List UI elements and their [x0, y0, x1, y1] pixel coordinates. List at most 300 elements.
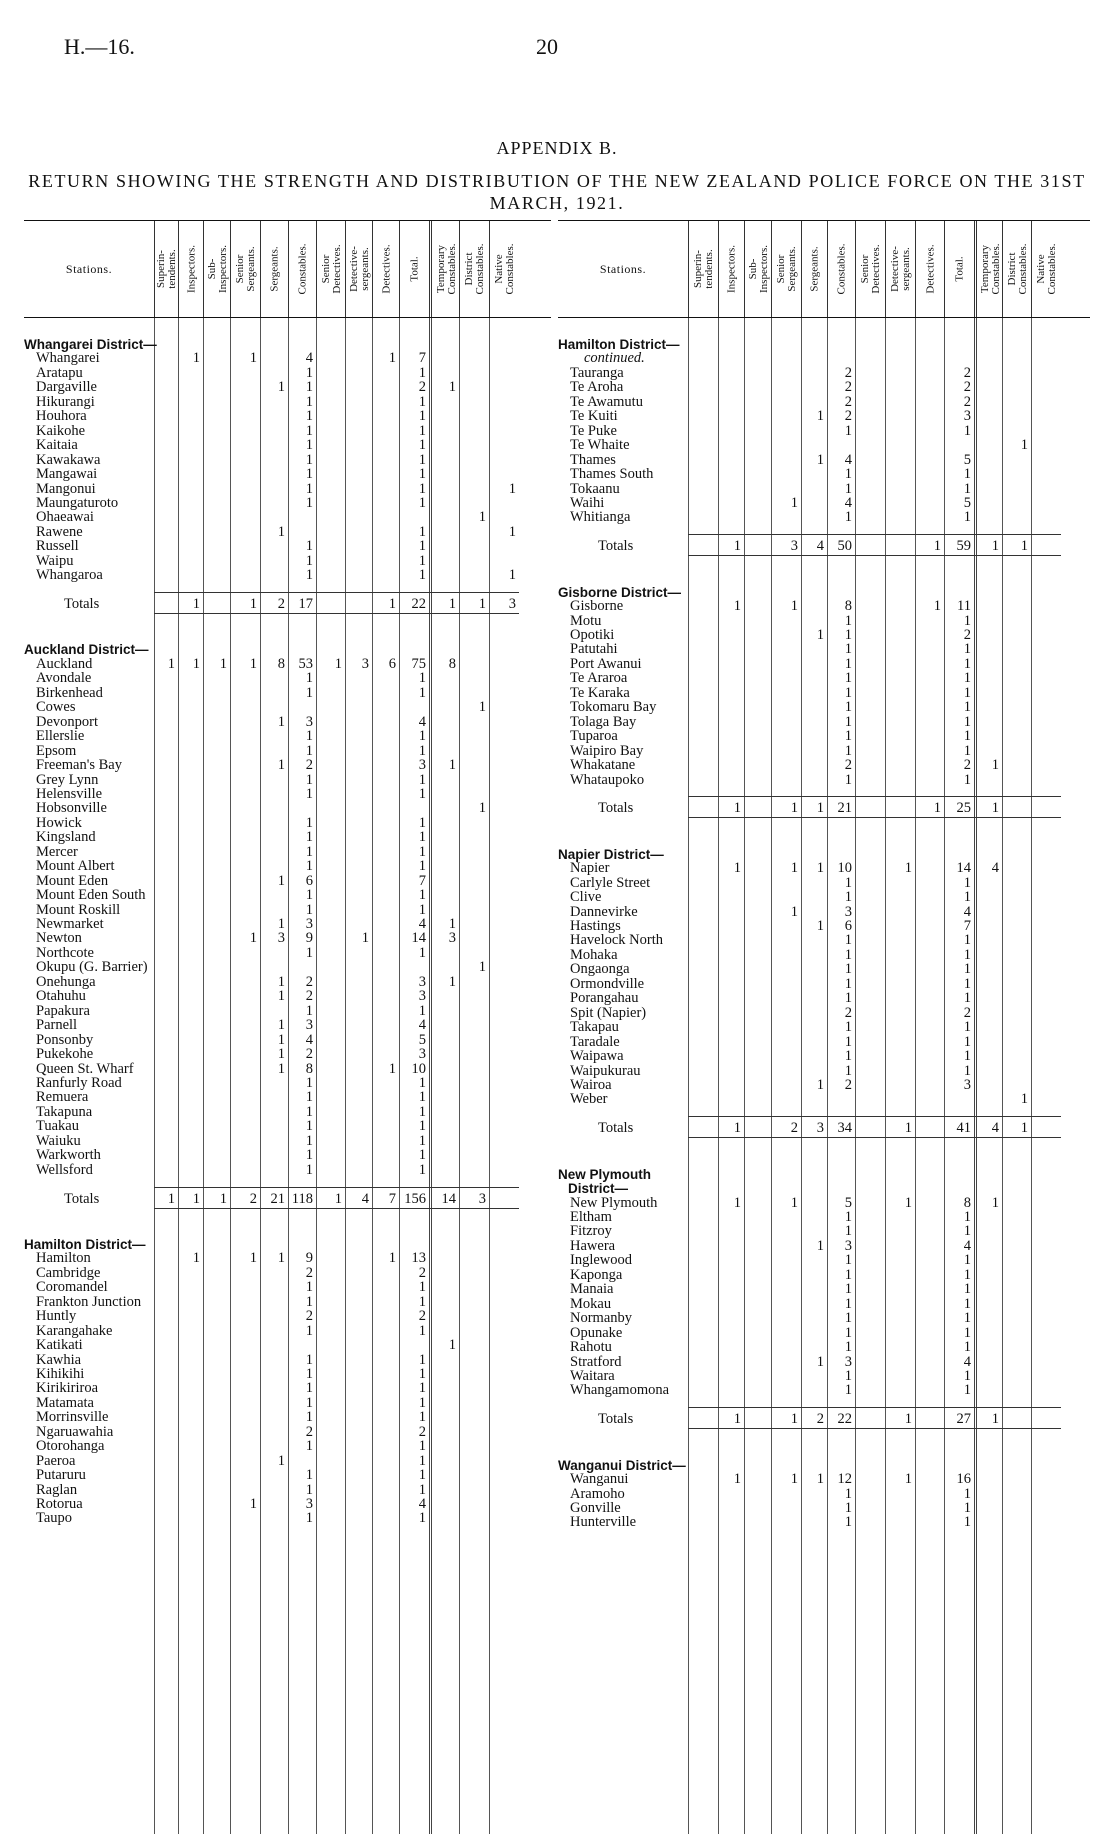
left-cell: 1 [388, 350, 396, 367]
right-cell: 1 [844, 1062, 852, 1079]
left-cell: 1 [277, 713, 285, 730]
left-cell: 1 [305, 944, 313, 961]
left-row-label: Ngaruawahia [36, 1423, 114, 1440]
left-cell: 6 [305, 872, 313, 889]
left-row-label: Warkworth [36, 1147, 101, 1164]
right-cell: 1 [963, 874, 971, 891]
left-cell: 1 [334, 1190, 342, 1207]
left-cell: 2 [305, 1264, 313, 1281]
right-cell: 1 [816, 860, 824, 877]
right-row-label: Whangamomona [570, 1382, 670, 1399]
left-row-label: Takapuna [36, 1103, 93, 1120]
left-cell: 1 [305, 1147, 313, 1164]
left-cell: 1 [418, 901, 426, 918]
right-cell: 6 [844, 918, 852, 934]
right-cell: 1 [963, 975, 971, 992]
left-row-label: Hikurangi [36, 393, 95, 410]
right-row-label: Waitara [570, 1367, 615, 1384]
left-row-label: Matamata [36, 1394, 94, 1411]
right-cell: 1 [963, 1500, 971, 1516]
left-cell: 1 [448, 973, 456, 990]
left-cell: 1 [277, 1031, 285, 1048]
left-cell: 1 [249, 1250, 257, 1267]
right-cell: 2 [790, 1120, 798, 1137]
left-cell: 1 [305, 494, 313, 511]
left-cell: 1 [418, 1481, 426, 1498]
right-row-station [558, 1382, 1061, 1399]
right-cell: 1 [963, 990, 971, 1007]
right-cell: 2 [844, 1076, 852, 1093]
left-row-station [24, 567, 519, 584]
left-totals-rule [154, 613, 519, 614]
right-row-label: Fitzroy [570, 1223, 612, 1240]
right-row-station [558, 1514, 1061, 1531]
left-cell: 1 [305, 1074, 313, 1091]
left-col-header-label: Inspectors. [185, 245, 197, 293]
left-row-label: Rawene [36, 523, 83, 540]
left-row-label: Papakura [36, 1002, 90, 1019]
left-cell: 3 [361, 655, 369, 672]
right-cell: 4 [963, 1237, 971, 1254]
left-row-label: Wellsford [36, 1161, 93, 1178]
right-cell: 1 [844, 1019, 852, 1036]
left-cell: 1 [418, 1089, 426, 1106]
left-cell: 1 [418, 538, 426, 555]
right-row-label: Totals [598, 1120, 634, 1137]
right-cell: 1 [844, 699, 852, 716]
left-cell: 1 [305, 480, 313, 497]
right-row-station [558, 509, 1061, 526]
right-cell: 1 [844, 975, 852, 992]
right-row-label: Te Araroa [570, 670, 628, 687]
left-cell: 1 [418, 494, 426, 511]
right-row-totals [558, 1120, 1061, 1137]
left-cell: 2 [418, 379, 426, 396]
left-cell: 1 [305, 1409, 313, 1426]
right-row-label: New Plymouth [570, 1194, 658, 1211]
left-cell: 1 [277, 988, 285, 1005]
left-row-label: Morrinsville [36, 1409, 109, 1426]
right-cell: 1 [844, 742, 852, 759]
right-col-header-label: Senior Detectives. [859, 244, 882, 294]
left-row-label: Kingsland [36, 829, 96, 846]
right-row-label: Patutahi [570, 641, 618, 658]
right-cell: 1 [963, 1223, 971, 1240]
left-row-label: Mount Albert [36, 858, 115, 875]
left-row-label: Mangonui [36, 480, 96, 497]
left-cell: 2 [418, 1308, 426, 1325]
right-col-header-label: Total. [953, 256, 966, 282]
title-line-2: MARCH, 1921. [489, 193, 625, 213]
right-stations-header: Stations. [599, 261, 647, 276]
right-row-label: Waipiro Bay [570, 742, 644, 759]
right-cell: 1 [991, 800, 999, 817]
left-cell: 8 [448, 655, 456, 672]
left-cell: 1 [508, 567, 516, 584]
right-cell: 1 [963, 612, 971, 629]
right-cell: 2 [963, 1004, 971, 1021]
left-cell: 1 [305, 887, 313, 904]
left-row-label: Otahuhu [36, 988, 86, 1005]
right-cell: 1 [963, 728, 971, 745]
left-cell: 8 [277, 655, 285, 672]
left-cell: 118 [291, 1190, 313, 1207]
right-cell: 1 [963, 1062, 971, 1079]
left-col-header-12 [489, 221, 520, 317]
right-cell: 3 [816, 1120, 824, 1137]
left-cell: 1 [305, 901, 313, 918]
left-cell: 1 [167, 655, 175, 672]
left-row-label: Taupo [36, 1510, 73, 1527]
right-cell: 22 [837, 1411, 852, 1428]
right-cell: 3 [790, 538, 798, 555]
right-cell: 2 [963, 393, 971, 410]
right-cell: 1 [963, 1019, 971, 1036]
right-col-header-label: Native Constables. [1035, 243, 1058, 295]
left-cell: 2 [305, 973, 313, 990]
left-col-header-4 [260, 221, 289, 317]
right-col-header-11 [1002, 221, 1032, 317]
left-cell: 1 [249, 1496, 257, 1512]
left-cell: 1 [418, 1293, 426, 1310]
left-cell: 3 [448, 930, 456, 947]
left-row-label: Auckland District— [24, 642, 149, 658]
right-cell: 1 [816, 1237, 824, 1254]
right-row-label: Whitianga [570, 509, 631, 526]
right-cell: 1 [963, 1367, 971, 1384]
right-row-label: Te Kuiti [570, 408, 618, 425]
right-row-label: Stratford [570, 1353, 622, 1370]
right-row-label: Totals [598, 538, 634, 555]
right-cell: 3 [963, 408, 971, 425]
right-cell: 21 [837, 800, 852, 817]
right-cell: 1 [844, 1048, 852, 1065]
left-row-label: Devonport [36, 713, 99, 730]
right-row-label: Inglewood [570, 1252, 633, 1269]
right-row-label: Totals [598, 1411, 634, 1428]
right-cell: 1 [790, 494, 798, 511]
left-stations-header: Stations. [65, 261, 113, 276]
left-cell: 1 [277, 973, 285, 990]
right-cell: 1 [844, 1339, 852, 1356]
left-cell: 14 [441, 1190, 456, 1207]
left-row-label: Helensville [36, 785, 103, 802]
right-cell: 1 [963, 742, 971, 759]
right-row-label: Rahotu [570, 1339, 612, 1356]
right-totals-rule [688, 1137, 1061, 1138]
left-row-label: Mercer [36, 843, 78, 860]
left-row-label: Karangahake [36, 1322, 113, 1339]
left-cell: 1 [305, 1481, 313, 1498]
right-cell: 2 [844, 364, 852, 381]
left-cell: 5 [418, 1031, 426, 1048]
left-cell: 1 [418, 466, 426, 483]
left-row-label: Avondale [36, 670, 92, 687]
right-cell: 2 [844, 379, 852, 396]
right-row-label: Hunterville [570, 1514, 637, 1531]
left-cell: 1 [418, 728, 426, 745]
right-cell: 1 [963, 1324, 971, 1341]
right-totals-rule [688, 817, 1061, 818]
right-column-header [558, 220, 1090, 318]
right-cell: 1 [733, 598, 741, 615]
left-cell: 1 [418, 1380, 426, 1397]
right-col-header-label: Sergeants. [808, 246, 821, 292]
left-cell: 1 [418, 408, 426, 425]
right-cell: 1 [963, 480, 971, 497]
right-cell: 1 [963, 946, 971, 963]
left-cell: 75 [411, 655, 426, 672]
right-cell: 1 [963, 1048, 971, 1065]
left-cell: 1 [418, 523, 426, 540]
right-cell: 1 [904, 1194, 912, 1211]
right-cell: 2 [816, 1411, 824, 1428]
right-cell: 1 [816, 451, 824, 468]
left-cell: 1 [418, 887, 426, 904]
left-cell: 1 [305, 1365, 313, 1382]
right-cell: 1 [963, 1281, 971, 1298]
right-cell: 10 [837, 860, 852, 877]
right-cell: 1 [1020, 437, 1028, 454]
right-row-totals [558, 1411, 1061, 1428]
right-cell: 1 [816, 1471, 824, 1488]
left-col-header-1 [178, 221, 204, 317]
left-cell: 4 [305, 1031, 313, 1048]
right-cell: 1 [904, 1471, 912, 1488]
right-cell: 4 [963, 903, 971, 920]
left-cell: 13 [411, 1250, 426, 1267]
left-cell: 1 [418, 1438, 426, 1455]
right-row-label: Te Puke [570, 422, 617, 439]
right-totals-rule [688, 534, 1061, 535]
right-cell: 1 [844, 713, 852, 730]
left-cell: 1 [478, 959, 486, 976]
right-cell: 1 [844, 771, 852, 788]
left-col-header-8 [372, 221, 400, 317]
left-cell: 1 [192, 596, 200, 613]
right-col-header-0 [688, 221, 719, 317]
left-cell: 1 [305, 538, 313, 555]
left-row-label: Okupu (G. Barrier) [36, 959, 148, 976]
right-row-label: Thames [570, 451, 616, 468]
left-row-label: Mount Roskill [36, 901, 121, 918]
left-row-label: Cowes [36, 699, 76, 716]
right-row-station [558, 1091, 1061, 1108]
left-cell: 3 [305, 713, 313, 730]
right-row-label: Havelock North [570, 932, 664, 949]
right-cell: 1 [991, 1411, 999, 1428]
right-col-header-1 [718, 221, 745, 317]
left-cell: 1 [277, 1017, 285, 1034]
right-col-header-label: District Constables. [1005, 243, 1029, 295]
right-row-label: Totals [598, 800, 634, 817]
right-cell: 1 [790, 1194, 798, 1211]
right-row-label: New Plymouth [558, 1166, 652, 1182]
right-col-header-4 [801, 221, 828, 317]
left-row-label: Onehunga [36, 973, 96, 990]
left-col-header-label: Superin- tendents. [155, 249, 178, 289]
left-cell: 1 [388, 596, 396, 613]
right-cell: 1 [933, 800, 941, 817]
left-cell: 1 [277, 757, 285, 774]
left-cell: 1 [305, 1279, 313, 1296]
left-cell: 1 [508, 523, 516, 540]
right-cell: 1 [963, 1252, 971, 1269]
left-cell: 1 [418, 1322, 426, 1339]
left-cell: 1 [192, 655, 200, 672]
left-row-label: Huntly [36, 1308, 77, 1325]
right-cell: 1 [991, 538, 999, 555]
right-cell: 1 [963, 889, 971, 906]
left-cell: 1 [192, 1190, 200, 1207]
right-cell: 5 [963, 494, 971, 511]
left-cell: 1 [305, 1351, 313, 1368]
left-cell: 3 [277, 930, 285, 947]
left-row-label: Raglan [36, 1481, 78, 1498]
left-cell: 1 [305, 1510, 313, 1527]
left-cell: 2 [277, 596, 285, 613]
left-row-label: Frankton Junction [36, 1293, 142, 1310]
right-col-header-2 [744, 221, 772, 317]
right-row-label: Ongaonga [570, 961, 630, 978]
left-cell: 1 [219, 1190, 227, 1207]
left-cell: 1 [305, 552, 313, 569]
left-col-header-2 [203, 221, 231, 317]
left-cell: 1 [418, 670, 426, 687]
left-cell: 1 [418, 829, 426, 846]
left-cell: 4 [305, 350, 313, 367]
left-cell: 7 [388, 1190, 396, 1207]
right-cell: 5 [844, 1194, 852, 1211]
right-row-label: Spit (Napier) [570, 1004, 647, 1021]
right-cell: 1 [844, 1266, 852, 1283]
right-row-label: Weber [570, 1091, 608, 1108]
right-cell: 1 [963, 1382, 971, 1399]
right-col-header-12 [1031, 221, 1062, 317]
left-cell: 1 [418, 393, 426, 410]
left-row-label: Grey Lynn [36, 771, 99, 788]
left-row-label: Katikati [36, 1337, 83, 1354]
left-cell: 1 [418, 567, 426, 584]
right-col-header-label: Temporary Constables. [979, 243, 1002, 295]
right-row-label: Te Aroha [570, 379, 624, 396]
left-cell: 2 [249, 1190, 257, 1207]
right-cell: 1 [844, 684, 852, 701]
left-row-label: Hamilton [36, 1250, 91, 1267]
left-cell: 1 [448, 1337, 456, 1354]
right-cell: 1 [844, 655, 852, 672]
left-cell: 1 [478, 509, 486, 526]
right-cell: 1 [963, 961, 971, 978]
right-col-header-8 [915, 221, 945, 317]
left-row-label: Hobsonville [36, 800, 107, 817]
right-col-header-9 [944, 221, 975, 317]
right-cell: 14 [956, 860, 971, 877]
right-cell: 1 [933, 598, 941, 615]
left-cell: 1 [305, 684, 313, 701]
left-cell: 1 [305, 829, 313, 846]
left-cell: 6 [388, 655, 396, 672]
left-row-totals [24, 596, 519, 613]
left-row-label: Parnell [36, 1017, 78, 1034]
left-cell: 1 [418, 364, 426, 381]
right-row-label: Waihi [570, 494, 605, 511]
left-row-label: Newton [36, 930, 82, 947]
right-cell: 4 [991, 1120, 999, 1137]
right-row-label: Wairoa [570, 1076, 612, 1093]
right-row-label: Tuparoa [570, 728, 618, 745]
right-cell: 4 [816, 538, 824, 555]
left-cell: 1 [305, 1002, 313, 1019]
left-cell: 1 [418, 785, 426, 802]
left-cell: 1 [418, 480, 426, 497]
left-row-label: Waiuku [36, 1132, 81, 1149]
left-col-header-11 [459, 221, 490, 317]
left-row-label: Houhora [36, 408, 87, 425]
left-cell: 22 [411, 596, 426, 613]
left-cell: 1 [418, 1147, 426, 1164]
left-row-totals [24, 1191, 519, 1208]
left-cell: 3 [305, 1017, 313, 1034]
right-row-label: Napier District— [558, 846, 664, 862]
left-cell: 1 [249, 655, 257, 672]
left-table-panel [24, 220, 551, 1834]
left-cell: 1 [305, 408, 313, 425]
left-row-label: Rotorua [36, 1496, 83, 1512]
right-row-label: Ormondville [570, 975, 645, 992]
left-col-header-label: Sergeants. [268, 246, 281, 292]
right-cell: 2 [963, 379, 971, 396]
left-cell: 1 [388, 1060, 396, 1077]
left-cell: 1 [418, 422, 426, 439]
right-cell: 3 [844, 1353, 852, 1370]
right-row-label: Gisborne District— [558, 584, 682, 600]
right-col-header-7 [885, 221, 916, 317]
left-cell: 1 [418, 1103, 426, 1120]
right-cell: 1 [1020, 1120, 1028, 1137]
left-cell: 1 [305, 1132, 313, 1149]
left-cell: 1 [305, 843, 313, 860]
right-cell: 3 [963, 1076, 971, 1093]
left-row-label: Kaitaia [36, 437, 78, 454]
right-cell: 1 [844, 1500, 852, 1516]
left-cell: 1 [305, 742, 313, 759]
left-cell: 1 [305, 771, 313, 788]
right-cell: 1 [790, 598, 798, 615]
left-row-label: Ellerslie [36, 728, 85, 745]
right-row-label: Opunake [570, 1324, 623, 1341]
left-cell: 3 [478, 1190, 486, 1207]
right-cell: 1 [963, 684, 971, 701]
right-col-header-label: Detective- sergeants. [889, 246, 912, 292]
right-cell: 1 [844, 641, 852, 658]
right-cell: 1 [816, 1353, 824, 1370]
right-cell: 1 [844, 728, 852, 745]
left-cell: 2 [305, 757, 313, 774]
left-col-header-label: Constables. [296, 243, 309, 295]
right-row-label: Opotiki [570, 627, 615, 643]
right-cell: 1 [844, 1514, 852, 1531]
left-cell: 1 [167, 1190, 175, 1207]
left-row-label: Whangaroa [36, 567, 103, 584]
left-cell: 1 [418, 814, 426, 831]
right-cell: 4 [844, 494, 852, 511]
right-row-label: Tolaga Bay [570, 713, 637, 730]
right-cell: 1 [963, 932, 971, 949]
right-cell: 1 [1020, 538, 1028, 555]
right-cell: 1 [963, 1514, 971, 1531]
right-cell: 1 [790, 1471, 798, 1488]
